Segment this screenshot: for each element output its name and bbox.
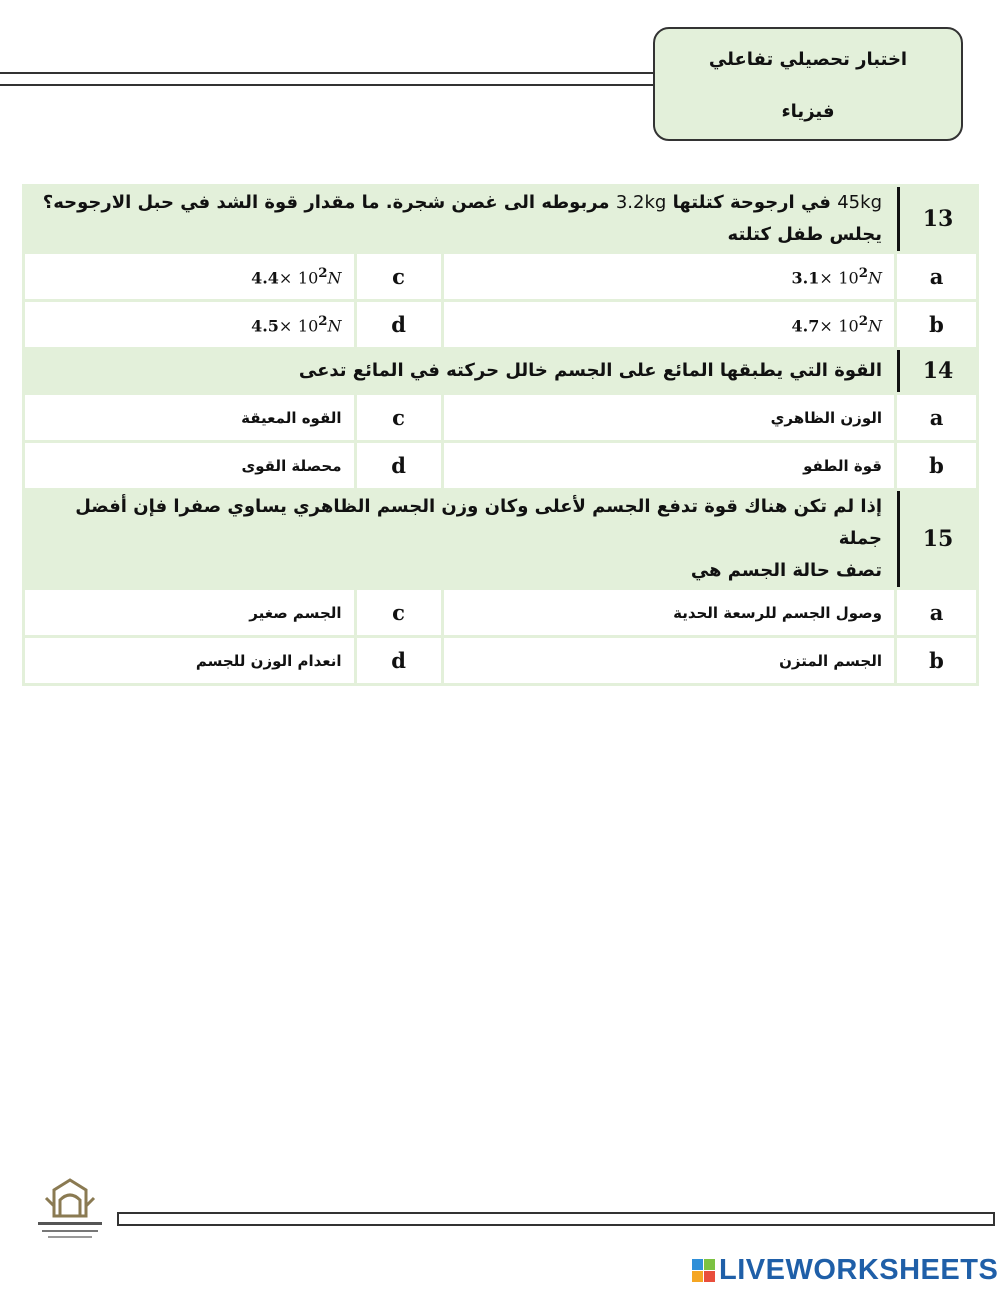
subject-title: فيزياء <box>781 101 835 122</box>
option-letter: d <box>357 443 441 488</box>
questions-table <box>22 184 979 686</box>
question-text: القوة التي يطبقها المائع على الجسم خالل حركته في المائع تدعى <box>25 350 894 392</box>
options-row <box>25 638 976 683</box>
liveworksheets-badge-icon <box>692 1259 715 1282</box>
options-row <box>25 395 976 440</box>
options-row <box>25 254 976 299</box>
question-text: 45kg في ارجوحة كتلتها 3.2kg مربوطه الى غصن شجرة. ما مقدار قوة الشد في حبل الارجوحه؟ يجلس طفل كتلته <box>25 187 894 251</box>
question-row <box>25 491 976 587</box>
options-row <box>25 590 976 635</box>
option-a[interactable]: وصول الجسم للرسعة الحدية <box>444 590 894 635</box>
option-letter: c <box>357 590 441 635</box>
option-d[interactable]: $4.5\times 10^2N$ <box>25 302 354 347</box>
option-letter: a <box>897 395 976 440</box>
option-letter: b <box>897 638 976 683</box>
options-row <box>25 302 976 347</box>
liveworksheets-logo[interactable] <box>692 1253 999 1286</box>
test-title: اختبار تحصيلي تفاعلي <box>708 49 908 70</box>
option-letter: b <box>897 443 976 488</box>
option-a[interactable]: $3.1\times 10^2N$ <box>444 254 894 299</box>
brand-wordmark: LIVEWORKSHEETS <box>719 1253 999 1286</box>
question-number: 13 <box>897 187 976 251</box>
footer-rule <box>117 1212 995 1226</box>
option-letter: a <box>897 590 976 635</box>
title-box <box>653 27 963 141</box>
option-c[interactable]: الجسم صغير <box>25 590 354 635</box>
option-letter: a <box>897 254 976 299</box>
option-letter: d <box>357 302 441 347</box>
option-letter: b <box>897 302 976 347</box>
option-letter: c <box>357 254 441 299</box>
question-number: 15 <box>897 491 976 587</box>
question-row <box>25 187 976 251</box>
options-row <box>25 443 976 488</box>
option-letter: d <box>357 638 441 683</box>
header-rule <box>0 72 660 86</box>
question-number: 14 <box>897 350 976 392</box>
question-row <box>25 350 976 392</box>
question-text: إذا لم تكن هناك قوة تدفع الجسم لأعلى وكان وزن الجسم الظاهري يساوي صفرا فإن أفضل جملة تصف حالة الجسم هي <box>25 491 894 587</box>
option-b[interactable]: الجسم المتزن <box>444 638 894 683</box>
option-a[interactable]: الوزن الظاهري <box>444 395 894 440</box>
option-letter: c <box>357 395 441 440</box>
option-c[interactable]: $4.4\times 10^2N$ <box>25 254 354 299</box>
school-logo-icon <box>30 1176 110 1246</box>
option-d[interactable]: انعدام الوزن للجسم <box>25 638 354 683</box>
option-b[interactable]: قوة الطفو <box>444 443 894 488</box>
option-b[interactable]: $4.7\times 10^2N$ <box>444 302 894 347</box>
option-d[interactable]: محصلة القوى <box>25 443 354 488</box>
option-c[interactable]: القوه المعيقة <box>25 395 354 440</box>
